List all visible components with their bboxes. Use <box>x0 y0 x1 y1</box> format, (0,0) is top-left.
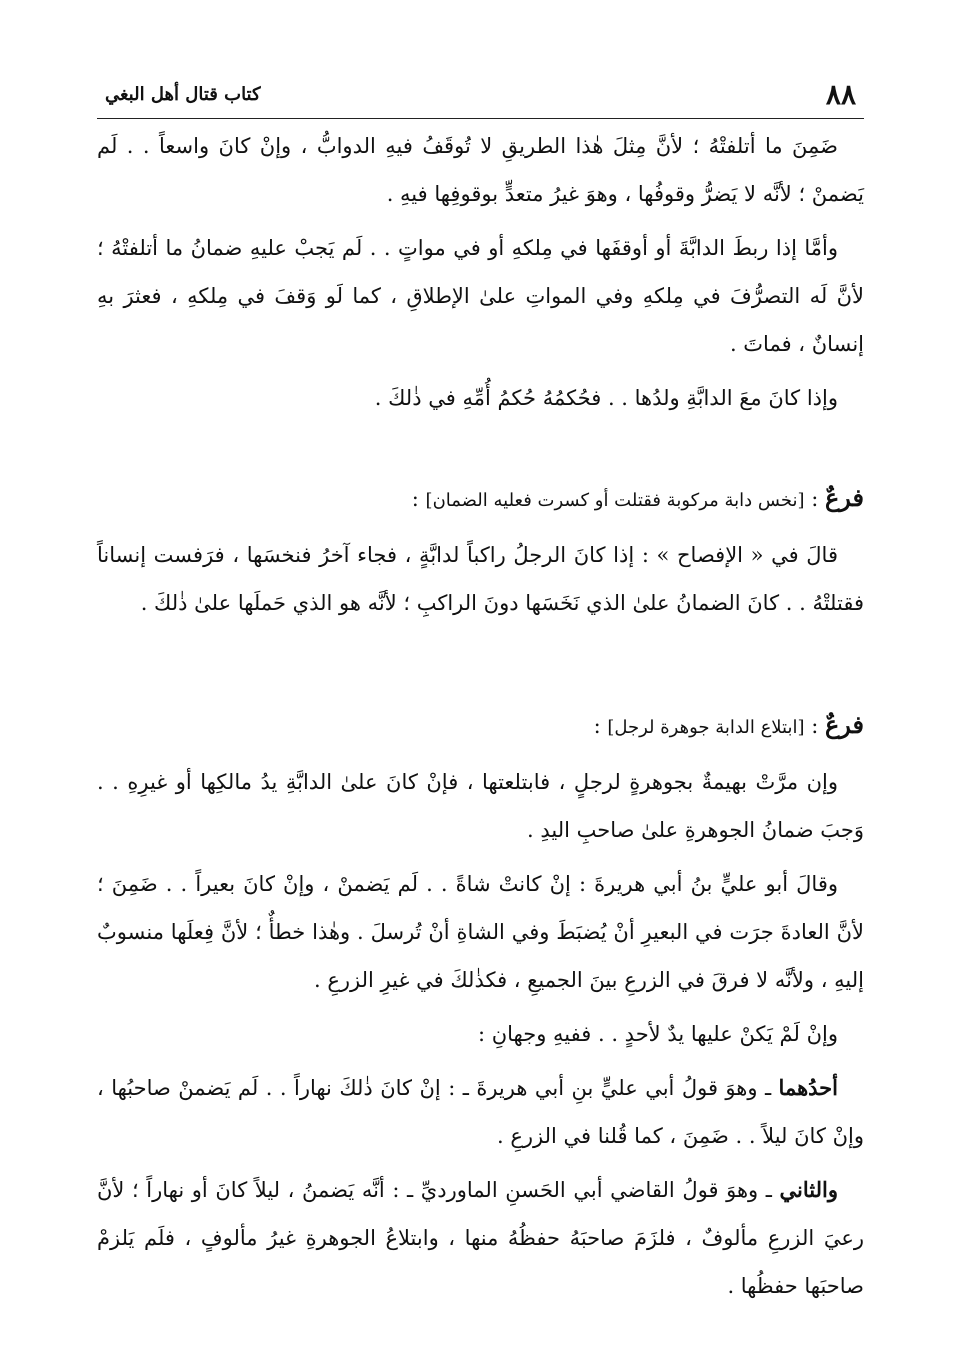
page-number: ٨٨ <box>825 78 856 111</box>
paragraph-8-lead: أحدُهما <box>778 1075 838 1100</box>
paragraph-9-lead: والثاني <box>779 1177 838 1202</box>
section-heading-1: فرعٌ : [نخس دابة مركوبة فقتلت أو كسرت فعليه الضمان] : <box>411 483 864 512</box>
paragraph-8 <box>97 1064 864 1160</box>
section-heading-2: فرعٌ : [ابتلاع الدابة جوهرة لرجل] : <box>593 710 864 739</box>
paragraph-1: ضَمِنَ ما أتلفتْهُ ؛ لأنَّ مِثلَ هٰذا الطريقِ لا تُوقَفُ فيهِ الدوابُّ ، وإنْ كانَ واسعاً . . لَم يَضمنْ ؛ لأنَّه لا يَضرُّ وقوفُها ، وهوَ غيرُ متعدٍّ بوقوفِها فيهِ . <box>97 134 864 206</box>
section-heading-2-word: فرعٌ <box>824 710 864 739</box>
paragraph-3: وإذا كانَ معَ الدابَّةِ ولدُها . . فحُكمُهُ حُكمُ أُمِّهِ في ذٰلكَ . <box>374 386 838 410</box>
section-heading-1-title: [نخس دابة مركوبة فقتلت أو كسرت فعليه الضمان] <box>425 490 805 511</box>
paragraph-2: وأمَّا إذا ربطَ الدابَّةَ أو أوقفَها في مِلكهِ أو في مواتٍ . . لَم يَجبْ عليهِ ضمانُ ما أتلفتْهُ ؛ لأنَّ لَه التصرُّفَ في مِلكهِ وفي المواتِ علىٰ الإطلاقِ ، كما لَو وَقفَ في مِلكهِ ، فعثرَ بهِ إنسانٌ ، فماتَ . <box>97 236 864 356</box>
page-body <box>97 122 864 1310</box>
paragraph-9-text: ـ وهوَ قولُ القاضي أبي الحَسنِ الماورديِّ ـ : أنَّه يَضمنُ ، ليلاً كانَ أو نهاراً ؛ لأنَّ رعيَ الزرعِ مألوفٌ ، فلزَمَ صاحبَهُ حفظُهُ منها ، وابتلاعُ الجوهرةِ غيرُ مألوفٍ ، فلَم يَلزمْ صاحبَها حفظُها . <box>97 1178 864 1298</box>
paragraph-6: وقالَ أبو عليٍّ بنُ أبي هريرةَ : إنْ كانتْ شاةً . . لَم يَضمنْ ، وإنْ كانَ بعيراً . . ضَمِنَ ؛ لأنَّ العادةَ جرَت في البعيرِ أنْ يُضبَطَ وفي الشاةِ أنْ تُرسلَ . وهٰذا خطأٌ ؛ لأنَّ فِعلَها منسوبٌ إليهِ ، ولأنَّه لا فرقَ في الزرعِ بينَ الجميعِ ، فكذٰلكَ في غيرِ الزرعِ . <box>97 872 864 992</box>
section-heading-1-word: فرعٌ <box>824 483 864 512</box>
paragraph-7: وإنْ لَمْ يَكنْ عليها يدٌ لأحدٍ . . ففيهِ وجهانِ : <box>477 1022 838 1046</box>
running-title: كتاب قتال أهل البغي <box>105 84 261 105</box>
paragraph-9 <box>97 1166 864 1310</box>
paragraph-4: قالَ في « الإفصاح » : إذا كانَ الرجلُ راكباً لدابَّةٍ ، فجاء آخرُ فنخسَها ، فرَفست إنساناً فقتلتْهُ . . كانَ الضمانُ علىٰ الذي نَخَسَها دونَ الراكبِ ؛ لأنَّه هو الذي حَملَها علىٰ ذٰلكَ . <box>97 543 864 615</box>
paragraph-8-text: ـ وهوَ قولُ أبي عليٍّ بنِ أبي هريرةَ ـ : إنْ كانَ ذٰلكَ نهاراً . . لَم يَضمنْ صاحبُها ، وإنْ كانَ ليلاً . . ضَمِنَ ، كما قُلنا في الزرعِ . <box>97 1076 864 1148</box>
page-header <box>97 78 864 119</box>
section-heading-2-title: [ابتلاع الدابة جوهرة لرجل] <box>607 717 805 738</box>
paragraph-5: وإن مرَّتْ بهيمةٌ بجوهرةٍ لرجلٍ ، فابتلعتها ، فإنْ كانَ علىٰ الدابَّةِ يدُ مالكِها أو غيرِهِ . . وَجبَ ضمانُ الجوهرةِ علىٰ صاحبِ اليدِ . <box>97 770 864 842</box>
